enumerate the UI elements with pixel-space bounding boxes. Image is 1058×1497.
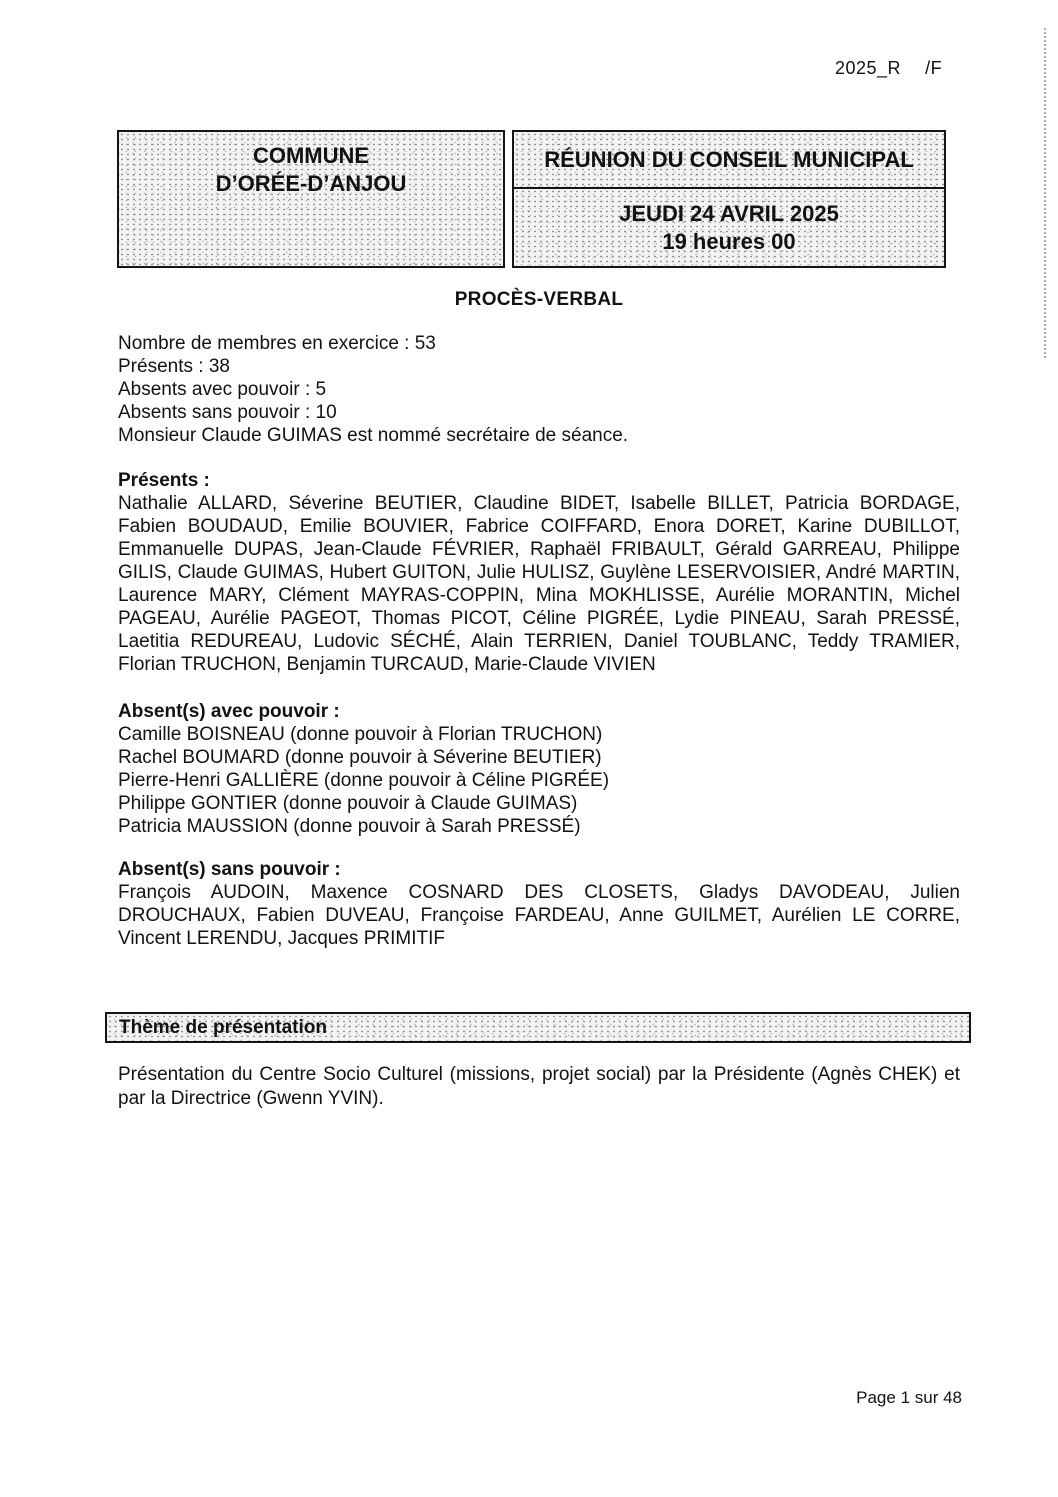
- commune-name-line2: D’ORÉE-D’ANJOU: [215, 171, 407, 196]
- stat-line: Absents sans pouvoir : 10: [118, 402, 337, 423]
- theme-heading: Thème de présentation: [119, 1016, 327, 1038]
- absents-sans-pouvoir-list: François AUDOIN, Maxence COSNARD DES CLOSETS, Gladys DAVODEAU, Julien DROUCHAUX, Fabien DUVEAU, Françoise FARDEAU, Anne GUILMET, Aurélien LE CORRE, Vincent LERENDU, Jacques PRIMITIF: [118, 882, 960, 949]
- absents-avec-pouvoir-heading: Absent(s) avec pouvoir :: [118, 701, 340, 722]
- proxy-line: Patricia MAUSSION (donne pouvoir à Sarah PRESSÉ): [118, 816, 581, 837]
- scan-artifact-dots: [1044, 28, 1046, 358]
- stat-line: Absents avec pouvoir : 5: [118, 379, 327, 400]
- meeting-header-box: [512, 130, 946, 268]
- theme-section-header: [105, 1012, 971, 1043]
- reference-code: [835, 58, 942, 79]
- theme-body-text: Présentation du Centre Socio Culturel (missions, projet social) par la Présidente (Agnès CHEK) et par la Directrice (Gwenn YVIN).: [118, 1064, 960, 1109]
- absents-sans-pouvoir-heading: Absent(s) sans pouvoir :: [118, 859, 341, 880]
- meeting-time: 19 heures 00: [662, 228, 796, 254]
- stat-line: Présents : 38: [118, 356, 230, 377]
- absents-avec-pouvoir-section: [118, 700, 960, 838]
- meeting-title-cell: [514, 132, 944, 189]
- presents-list: Nathalie ALLARD, Séverine BEUTIER, Claudine BIDET, Isabelle BILLET, Patricia BORDAGE, Fabien BOUDAUD, Emilie BOUVIER, Fabrice COIFFARD, Enora DORET, Karine DUBILLOT, Emmanuelle DUPAS, Jean-Claude FÉVRIER, Raphaël FRIBAULT, Gérald GARREAU, Philippe GILIS, Claude GUIMAS, Hubert GUITON, Julie HULISZ, Guylène LESERVOISIER, André MARTIN, Laurence MARY, Clément MAYRAS-COPPIN, Mina MOKHLISSE, Aurélie MORANTIN, Michel PAGEAU, Aurélie PAGEOT, Thomas PICOT, Céline PIGRÉE, Lydie PINEAU, Sarah PRESSÉ, Laetitia REDUREAU, Ludovic SÉCHÉ, Alain TERRIEN, Daniel TOUBLANC, Teddy TRAMIER, Florian TRUCHON, Benjamin TURCAUD, Marie-Claude VIVIEN: [118, 493, 960, 675]
- attendance-stats: [118, 332, 960, 447]
- proxy-line: Rachel BOUMARD (donne pouvoir à Séverine BEUTIER): [118, 747, 602, 768]
- presents-heading: Présents :: [118, 470, 210, 491]
- meeting-title: RÉUNION DU CONSEIL MUNICIPAL: [544, 146, 914, 172]
- reference-code-value: 2025_R: [835, 58, 902, 78]
- proxy-line: Pierre-Henri GALLIÈRE (donne pouvoir à Céline PIGRÉE): [118, 770, 610, 791]
- commune-header-box: [117, 130, 505, 268]
- absents-sans-pouvoir-section: [118, 858, 960, 950]
- document-body: [118, 332, 960, 950]
- document-title: PROCÈS-VERBAL: [454, 289, 624, 310]
- stat-line: Monsieur Claude GUIMAS est nommé secrétaire de séance.: [118, 425, 629, 446]
- stat-line: Nombre de membres en exercice : 53: [118, 333, 436, 354]
- meeting-date: JEUDI 24 AVRIL 2025: [619, 200, 839, 226]
- proxy-line: Camille BOISNEAU (donne pouvoir à Florian TRUCHON): [118, 724, 603, 745]
- page-number: Page 1 sur 48: [856, 1388, 962, 1407]
- reference-code-suffix: /F: [925, 58, 943, 78]
- presents-section: [118, 469, 960, 676]
- meeting-datetime-cell: [514, 189, 944, 266]
- commune-name-line1: COMMUNE: [252, 143, 370, 168]
- proxy-line: Philippe GONTIER (donne pouvoir à Claude GUIMAS): [118, 793, 578, 814]
